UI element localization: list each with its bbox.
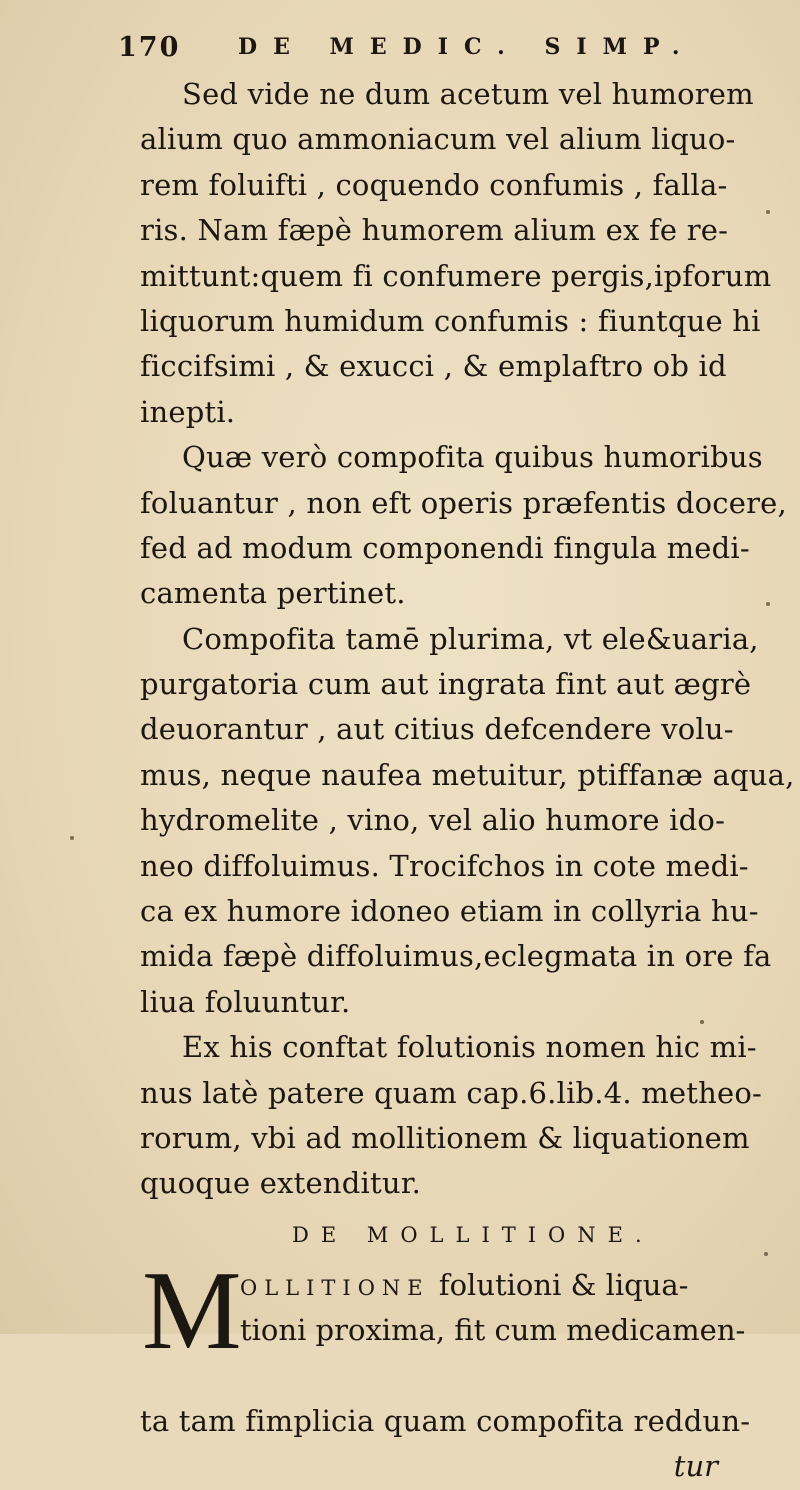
small-caps-word: OLLITIONE <box>240 1275 430 1300</box>
text-line: rem foluifti , coquendo confumis , falla- <box>140 167 728 202</box>
text-line: neo diffoluimus. Trocifchos in cote medi- <box>140 848 749 883</box>
text-line: foluantur , non eft operis præfentis docere, <box>140 485 787 520</box>
margin-speck <box>764 1252 768 1256</box>
text-line: mida fæpè diffoluimus,eclegmata in ore fa <box>140 939 772 974</box>
text-line: purgatoria cum aut ingrata fint aut ægrè <box>140 667 752 702</box>
text-line: ris. Nam fæpè humorem alium ex fe re- <box>140 213 729 248</box>
page-header <box>118 30 696 70</box>
margin-speck <box>766 210 770 214</box>
text-line: alium quo ammoniacum vel alium liquo- <box>140 122 736 157</box>
text-line: Sed vide ne dum acetum vel humorem <box>182 77 754 111</box>
text-line: ficcifsimi , & exucci , & emplaftro ob id <box>140 349 727 384</box>
text-line: inepti. <box>140 394 236 429</box>
text-line: tioni proxima, fit cum medicamen- <box>240 1313 746 1348</box>
text-line: camenta pertinet. <box>140 576 406 611</box>
margin-speck <box>70 836 74 840</box>
running-title: DE MEDIC. SIMP. <box>238 34 696 60</box>
text-line: fed ad modum componendi fingula medi- <box>140 530 750 565</box>
text-line: liua foluuntur. <box>140 984 351 1019</box>
text-line: Ex his conftat folutionis nomen hic mi- <box>182 1030 757 1065</box>
catchword: tur <box>673 1449 718 1484</box>
text-line: deuorantur , aut citius defcendere volu- <box>140 712 734 747</box>
section-opening <box>140 1248 760 1399</box>
text-line: rorum, vbi ad mollitionem & liquationem <box>140 1120 750 1155</box>
drop-cap: M <box>142 1248 242 1373</box>
text-line: quoque extenditur. <box>140 1166 421 1201</box>
text-line: nus latè patere quam cap.6.lib.4. metheo- <box>140 1075 763 1110</box>
margin-speck <box>700 1020 704 1024</box>
text-line: liquorum humidum confumis : fiuntque hi <box>140 303 761 338</box>
page-number: 170 <box>118 32 181 63</box>
text-line: mittunt:quem fi confumere pergis,ipforum <box>140 258 772 293</box>
text-line: hydromelite , vino, vel alio humore ido- <box>140 803 726 838</box>
margin-speck <box>766 602 770 606</box>
text-line: Quæ verò compofita quibus humoribus <box>182 440 763 475</box>
text-line: ta tam fimplicia quam compofita reddun- <box>140 1403 751 1438</box>
text-line: mus, neque naufea metuitur, ptiffanæ aqua, <box>140 757 795 792</box>
text-fragment: folutioni & liqua- <box>429 1267 689 1302</box>
text-line: ca ex humore idoneo etiam in collyria hu- <box>140 894 759 929</box>
body-text <box>140 72 795 1490</box>
section-heading: DE MOLLITIONE. <box>292 1222 654 1247</box>
text-line: Compofita tamē plurima, vt ele&uaria, <box>182 621 759 656</box>
